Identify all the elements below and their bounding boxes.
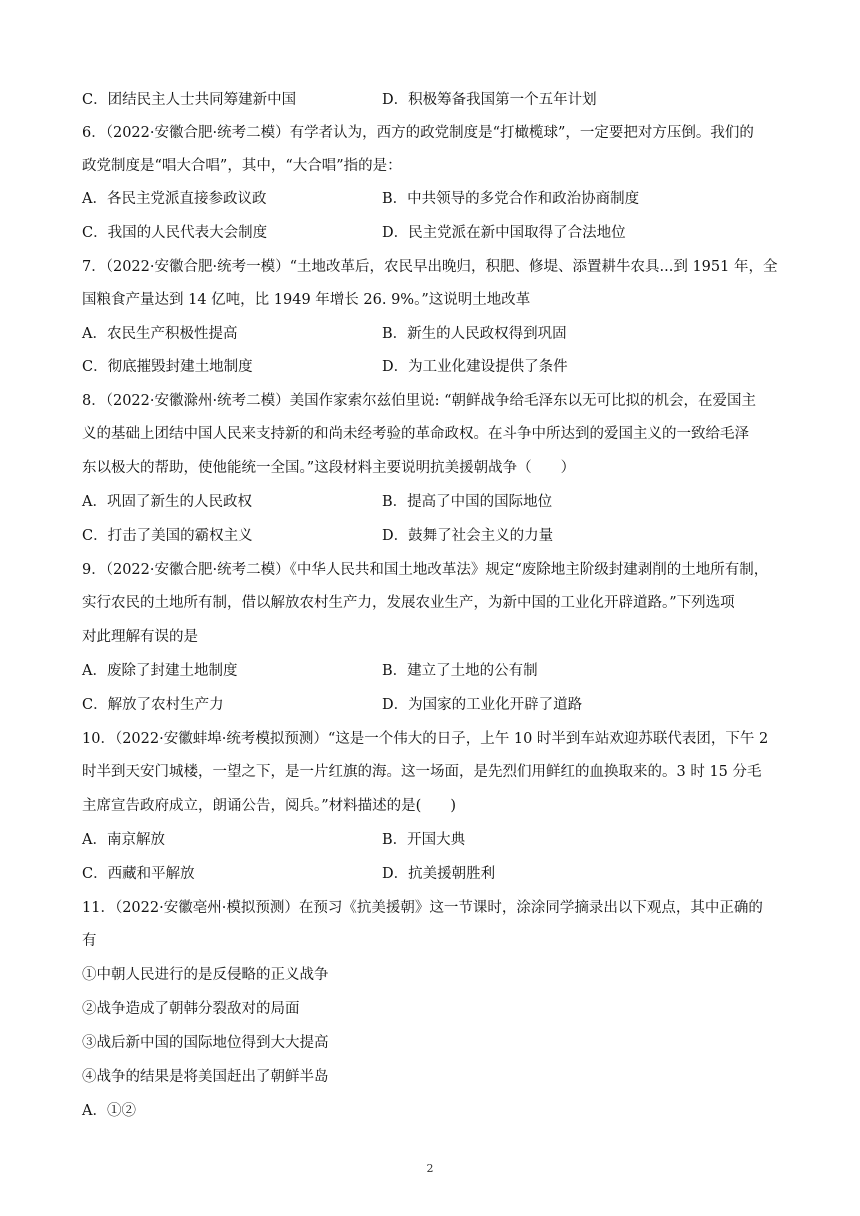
option-c: C．团结民主人士共同筹建新中国 xyxy=(82,92,297,108)
option-a: A．废除了封建土地制度 xyxy=(82,663,238,679)
option-row xyxy=(82,90,782,110)
question-9-line-1: 9．（2022·安徽合肥·统考二模）《中华人民共和国土地改革法》规定“废除地主阶级封建剥削的土地所有制， xyxy=(82,562,769,578)
option-b: B．提高了中国的国际地位 xyxy=(382,494,553,510)
question-10-options-ab xyxy=(82,830,782,850)
option-d: D．鼓舞了社会主义的力量 xyxy=(382,528,554,544)
question-11-line-1: 11．（2022·安徽亳州·模拟预测）在预习《抗美援朝》这一节课时，涂涂同学摘录出以下观点，其中正确的 xyxy=(82,900,763,916)
question-9-line-3: 对此理解有误的是 xyxy=(82,629,198,645)
option-d: D．为工业化建设提供了条件 xyxy=(382,359,568,375)
question-8-options-ab xyxy=(82,492,782,512)
option-b: B．建立了土地的公有制 xyxy=(382,663,538,679)
question-6-options-ab xyxy=(82,189,782,209)
option-a: A．巩固了新生的人民政权 xyxy=(82,494,252,510)
question-8-line-2: 义的基础上团结中国人民来支持新的和尚未经考验的革命政权。在斗争中所达到的爱国主义的一致给毛泽 xyxy=(82,426,749,442)
option-b: B．新生的人民政权得到巩固 xyxy=(382,326,567,342)
question-8-options-cd xyxy=(82,526,782,546)
question-9-options-ab xyxy=(82,661,782,681)
option-c: C．彻底摧毁封建土地制度 xyxy=(82,359,253,375)
question-9-line-2: 实行农民的土地所有制，借以解放农村生产力，发展农业生产，为新中国的工业化开辟道路。”下列选项 xyxy=(82,595,735,611)
option-d: D．积极筹备我国第一个五年计划 xyxy=(382,92,597,108)
option-d: D．民主党派在新中国取得了合法地位 xyxy=(382,225,626,241)
question-11-line-2: 有 xyxy=(82,933,97,949)
question-7-line-1: 7．（2022·安徽合肥·统考一模）“土地改革后，农民早出晚归，积肥、修堤、添置耕牛农具...到 1951 年，全 xyxy=(82,259,778,275)
question-11-point-3: ③战后新中国的国际地位得到大大提高 xyxy=(82,1035,329,1051)
option-a: A．各民主党派直接参政议政 xyxy=(82,191,267,207)
question-9-options-cd xyxy=(82,695,782,715)
question-10-line-1: 10．（2022·安徽蚌埠·统考模拟预测）“这是一个伟大的日子，上午 10 时半到车站欢迎苏联代表团，下午 2 xyxy=(82,731,769,747)
question-6-line-1: 6．（2022·安徽合肥·统考二模）有学者认为，西方的政党制度是“打橄榄球”，一定要把对方压倒。我们的 xyxy=(82,125,754,141)
question-10-options-cd xyxy=(82,864,782,884)
option-c: C．打击了美国的霸权主义 xyxy=(82,528,253,544)
question-8-line-3: 东以极大的帮助，使他能统一全国。”这段材料主要说明抗美援朝战争（ ） xyxy=(82,460,576,476)
option-a: A．农民生产积极性提高 xyxy=(82,326,238,342)
question-7-line-2: 国粮食产量达到 14 亿吨，比 1949 年增长 26. 9%。”这说明土地改革 xyxy=(82,292,531,308)
question-11-point-4: ④战争的结果是将美国赶出了朝鲜半岛 xyxy=(82,1069,329,1085)
option-d: D．抗美援朝胜利 xyxy=(382,866,496,882)
question-10-line-3: 主席宣告政府成立，朗诵公告，阅兵。”材料描述的是( ) xyxy=(82,798,456,814)
question-11-option-a: A．①② xyxy=(82,1103,136,1119)
option-b: B．开国大典 xyxy=(382,832,466,848)
question-7-options-ab xyxy=(82,324,782,344)
question-11-point-2: ②战争造成了朝韩分裂敌对的局面 xyxy=(82,1001,300,1017)
option-c: C．我国的人民代表大会制度 xyxy=(82,225,268,241)
option-b: B．中共领导的多党合作和政治协商制度 xyxy=(382,191,640,207)
option-c: C．解放了农村生产力 xyxy=(82,697,224,713)
page-number: 2 xyxy=(426,1162,434,1175)
option-a: A．南京解放 xyxy=(82,832,165,848)
option-d: D．为国家的工业化开辟了道路 xyxy=(382,697,583,713)
question-6-options-cd xyxy=(82,223,782,243)
question-11-point-1: ①中朝人民进行的是反侵略的正义战争 xyxy=(82,967,329,983)
question-6-line-2: 政党制度是“唱大合唱”，其中，“大合唱”指的是： xyxy=(82,158,402,174)
option-c: C．西藏和平解放 xyxy=(82,866,195,882)
question-7-options-cd xyxy=(82,357,782,377)
question-8-line-1: 8．（2022·安徽滁州·统考二模）美国作家索尔兹伯里说: “朝鲜战争给毛泽东以无可比拟的机会，在爱国主 xyxy=(82,393,756,409)
question-10-line-2: 时半到天安门城楼，一望之下，是一片红旗的海。这一场面，是先烈们用鲜红的血换取来的。3 时 15 分毛 xyxy=(82,764,762,780)
